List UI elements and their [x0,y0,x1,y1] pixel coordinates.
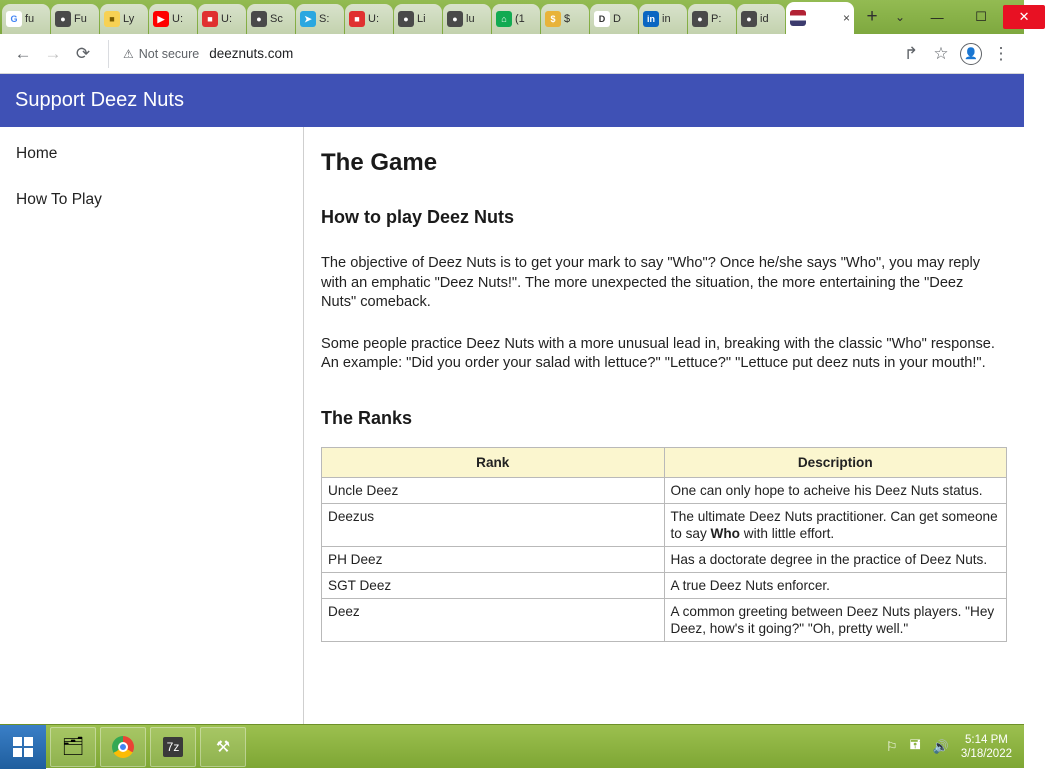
browser-toolbar [0,34,1024,74]
tab-favicon-google-icon: G [6,11,22,27]
tab-label: (1 [515,13,525,25]
tab-label: U: [172,13,183,25]
clock-time: 5:14 PM [965,733,1008,746]
sidebar-item-home[interactable]: Home [16,145,58,162]
tab-label: S: [319,13,330,25]
app-icon: ⚒ [215,738,231,756]
tab-favicon-globe-icon: ● [398,11,414,27]
site-title: Support Deez Nuts [15,89,184,111]
browser-tab[interactable] [737,4,785,34]
browser-tab[interactable] [688,4,736,34]
cell-rank: SGT Deez [322,572,665,598]
browser-tab[interactable] [639,4,687,34]
new-tab-button[interactable]: + [866,6,878,27]
tab-label: U: [221,13,232,25]
volume-icon[interactable]: 🔊 [932,738,949,754]
tab-strip [2,0,885,34]
table-body [322,477,1007,641]
window-controls [885,0,1049,34]
folder-icon: 🗂 [61,736,85,756]
tab-label: Fu [74,13,87,25]
ranks-table [321,447,1007,642]
table-header-row [322,447,1007,477]
browser-tab[interactable] [345,4,393,34]
taskbar-item-file-explorer[interactable] [50,727,96,767]
security-label: Not secure [138,46,200,61]
system-tray [880,725,1024,769]
cell-rank: Uncle Deez [322,477,665,503]
tab-label: id [760,13,769,25]
tab-favicon-globe-icon: ● [55,11,71,27]
bookmark-star-icon[interactable]: ☆ [933,43,949,63]
site-header [0,74,1024,127]
close-icon[interactable]: × [842,11,850,25]
tab-label: lu [466,13,475,25]
sevenzip-icon: 7z [163,737,184,757]
browser-tab[interactable] [2,4,50,34]
column-header-description: Description [664,447,1007,477]
tab-favicon-globe-icon: ● [447,11,463,27]
tab-favicon-letter-d-icon: D [594,11,610,27]
ranks-title: The Ranks [321,407,413,428]
table-row [322,477,1007,503]
cell-description: Has a doctorate degree in the practice of Deez Nuts. [664,546,1007,572]
cell-description: One can only hope to acheive his Deez Nuts status. [664,477,1007,503]
cell-rank: Deezus [322,503,665,546]
forward-icon[interactable]: → [44,43,62,63]
browser-tab[interactable] [541,4,589,34]
tab-favicon-red-square-icon: ■ [349,11,365,27]
menu-kebab-icon[interactable]: ⋮ [992,43,1010,63]
browser-tab[interactable] [149,4,197,34]
tab-favicon-youtube-icon: ▶ [153,11,169,27]
tab-label: Li [417,13,426,25]
section-subtitle: How to play Deez Nuts [321,207,515,227]
tab-favicon-globe-icon: ● [692,11,708,27]
reload-icon[interactable]: ⟳ [75,43,91,63]
tab-favicon-globe-icon: ● [741,11,757,27]
windows-logo-icon [13,737,33,757]
tab-label: fu [25,13,35,25]
maximize-button[interactable]: ☐ [975,9,987,24]
cell-description: A common greeting between Deez Nuts players. "Hey Deez, how's it going?" "Oh, pretty well." [664,598,1007,641]
browser-tab[interactable] [51,4,99,34]
security-status[interactable] [123,47,199,61]
tab-favicon-telegram-icon: ➤ [300,11,316,27]
table-row [322,598,1007,641]
page-title: The Game [321,149,438,176]
flag-icon[interactable]: ⚐ [885,738,898,754]
url-text: deeznuts.com [209,46,294,61]
cell-description [664,503,1007,546]
site-body [0,127,1024,724]
column-header-rank: Rank [322,447,665,477]
share-icon[interactable]: ↱ [903,43,919,63]
table-row [322,546,1007,572]
browser-tab[interactable] [443,4,491,34]
back-icon[interactable]: ← [14,43,32,63]
cell-description: A true Deez Nuts enforcer. [664,572,1007,598]
desc-pre: The ultimate Deez Nuts practitioner. Can get someone to say [670,508,998,541]
tab-favicon-image-icon: ■ [104,11,120,27]
tab-label: Sc [270,13,283,25]
active-browser-tab[interactable] [786,2,854,34]
clock-date: 3/18/2022 [960,747,1012,760]
start-button[interactable] [0,725,46,769]
page-viewport [0,74,1024,724]
table-row [322,572,1007,598]
tab-label: Ly [123,13,135,25]
tab-search-chevron-down-icon[interactable]: ⌄ [895,10,906,24]
profile-avatar[interactable] [956,39,986,69]
table-head [322,447,1007,477]
browser-tab[interactable] [394,4,442,34]
tab-label: U: [368,13,379,25]
tab-favicon-globe-icon: ● [251,11,267,27]
sidebar [0,127,304,724]
tab-favicon-red-square-icon: ■ [202,11,218,27]
tab-favicon-linkedin-icon: in [643,11,659,27]
browser-tab[interactable] [492,4,540,34]
tab-strip-bar [0,0,1030,34]
toolbar-actions [896,39,1016,69]
browser-tab[interactable] [590,4,638,34]
tab-label: P: [711,13,722,25]
close-window-button[interactable]: ✕ [1003,5,1045,29]
cell-rank: PH Deez [322,546,665,572]
windows-taskbar [0,724,1024,768]
desc-bold: Who [710,525,740,541]
address-bar[interactable] [108,40,890,68]
browser-tab[interactable] [198,4,246,34]
tab-favicon-dollar-icon: $ [545,11,561,27]
minimize-button[interactable]: — [930,9,944,25]
chat-icon[interactable]: 🖬 [909,736,921,752]
avatar-icon: 👤 [960,43,982,65]
desc-post: with little effort. [740,525,835,541]
browser-tab[interactable] [296,4,344,34]
table-row [322,503,1007,546]
tab-favicon-home-icon: ⌂ [496,11,512,27]
paragraph-variation: Some people practice Deez Nuts with a more unusual lead in, breaking with the classic "Who" response. An example: "Did you order your salad with lettuce?" "Lettuce?" "Lettuce put deez nuts in your mouth!". [321,335,995,371]
warning-triangle-icon: ⚠ [123,46,134,61]
cell-rank: Deez [322,598,665,641]
chrome-icon [112,736,134,758]
tab-label: $ [564,13,571,25]
tab-label: D [613,13,621,25]
browser-tab[interactable] [100,4,148,34]
tab-favicon-usa-flag-icon [790,10,806,26]
tab-label: in [662,13,671,25]
clock[interactable] [955,733,1018,761]
taskbar-item-7zip[interactable] [150,727,196,767]
browser-tab[interactable] [247,4,295,34]
main-content [304,127,1027,724]
taskbar-item-chrome[interactable] [100,727,146,767]
sidebar-item-how-to-play[interactable]: How To Play [16,191,102,208]
paragraph-objective: The objective of Deez Nuts is to get your mark to say "Who"? Once he/she says "Who", you may reply with an emphatic "Deez Nuts!". The more unexpected the situation, the more entertaining the "Deez Nuts" comeback. [321,255,981,310]
taskbar-item-app[interactable] [200,727,246,767]
